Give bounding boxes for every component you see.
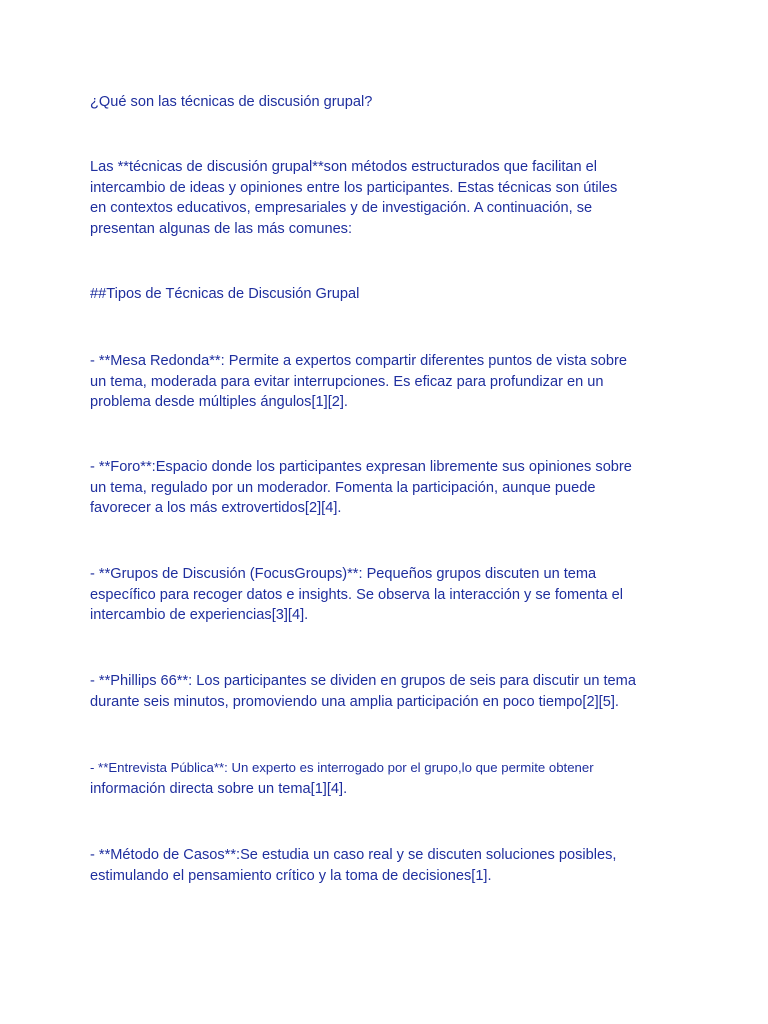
section-heading-line: ##Tipos de Técnicas de Discusión Grupal [90,286,360,302]
list-item-line: durante seis minutos, promoviendo una amplia participación en poco tiempo[2][5]. [90,693,619,710]
list-item-line: estimulando el pensamiento crítico y la toma de decisiones[1]. [90,867,492,884]
list-item-line: - **Foro**:Espacio donde los participantes expresan libremente sus opiniones sobre [90,459,632,475]
list-item-line: - **Mesa Redonda**: Permite a expertos compartir diferentes puntos de vista sobre [90,353,627,369]
section-heading [90,284,690,305]
intro-line-3: en contextos educativos, empresariales y de investigación. A continuación, se [90,200,593,216]
list-item-foro [90,457,690,519]
list-item-mesa-redonda [90,351,690,413]
list-item-line: - **Entrevista Pública**: Un experto es interrogado por el grupo,lo que permite obtener [90,760,594,775]
list-item-metodo-casos [90,845,690,886]
list-item-line: intercambio de experiencias[3][4]. [90,607,309,623]
list-item-grupos-discusion [90,564,690,626]
list-item-line: favorecer a los más extrovertidos[2][4]. [90,500,342,516]
intro-line-1: Las **técnicas de discusión grupal**son métodos estructurados que facilitan el [90,159,598,175]
list-item-line: - **Grupos de Discusión (FocusGroups)**: Pequeños grupos discuten un tema [90,566,597,582]
list-item-line: - **Método de Casos**:Se estudia un caso real y se discuten soluciones posibles, [90,847,617,863]
list-item-line: un tema, regulado por un moderador. Fomenta la participación, aunque puede [90,479,596,496]
list-item-line: problema desde múltiples ángulos[1][2]. [90,394,348,410]
question-text [90,92,690,113]
intro-paragraph [90,157,690,239]
list-item-phillips-66 [90,671,690,712]
list-item-line: específico para recoger datos e insights. Se observa la interacción y se fomenta el [90,586,623,603]
list-item-line: información directa sobre un tema[1][4]. [90,780,348,797]
list-item-entrevista-publica [90,758,690,799]
list-item-line: - **Phillips 66**: Los participantes se dividen en grupos de seis para discutir un tema [90,673,636,689]
question-line: ¿Qué son las técnicas de discusión grupal? [90,94,373,110]
intro-line-4: presentan algunas de las más comunes: [90,220,353,237]
list-item-line: un tema, moderada para evitar interrupciones. Es eficaz para profundizar en un [90,373,604,390]
intro-line-2: intercambio de ideas y opiniones entre los participantes. Estas técnicas son útiles [90,179,618,196]
